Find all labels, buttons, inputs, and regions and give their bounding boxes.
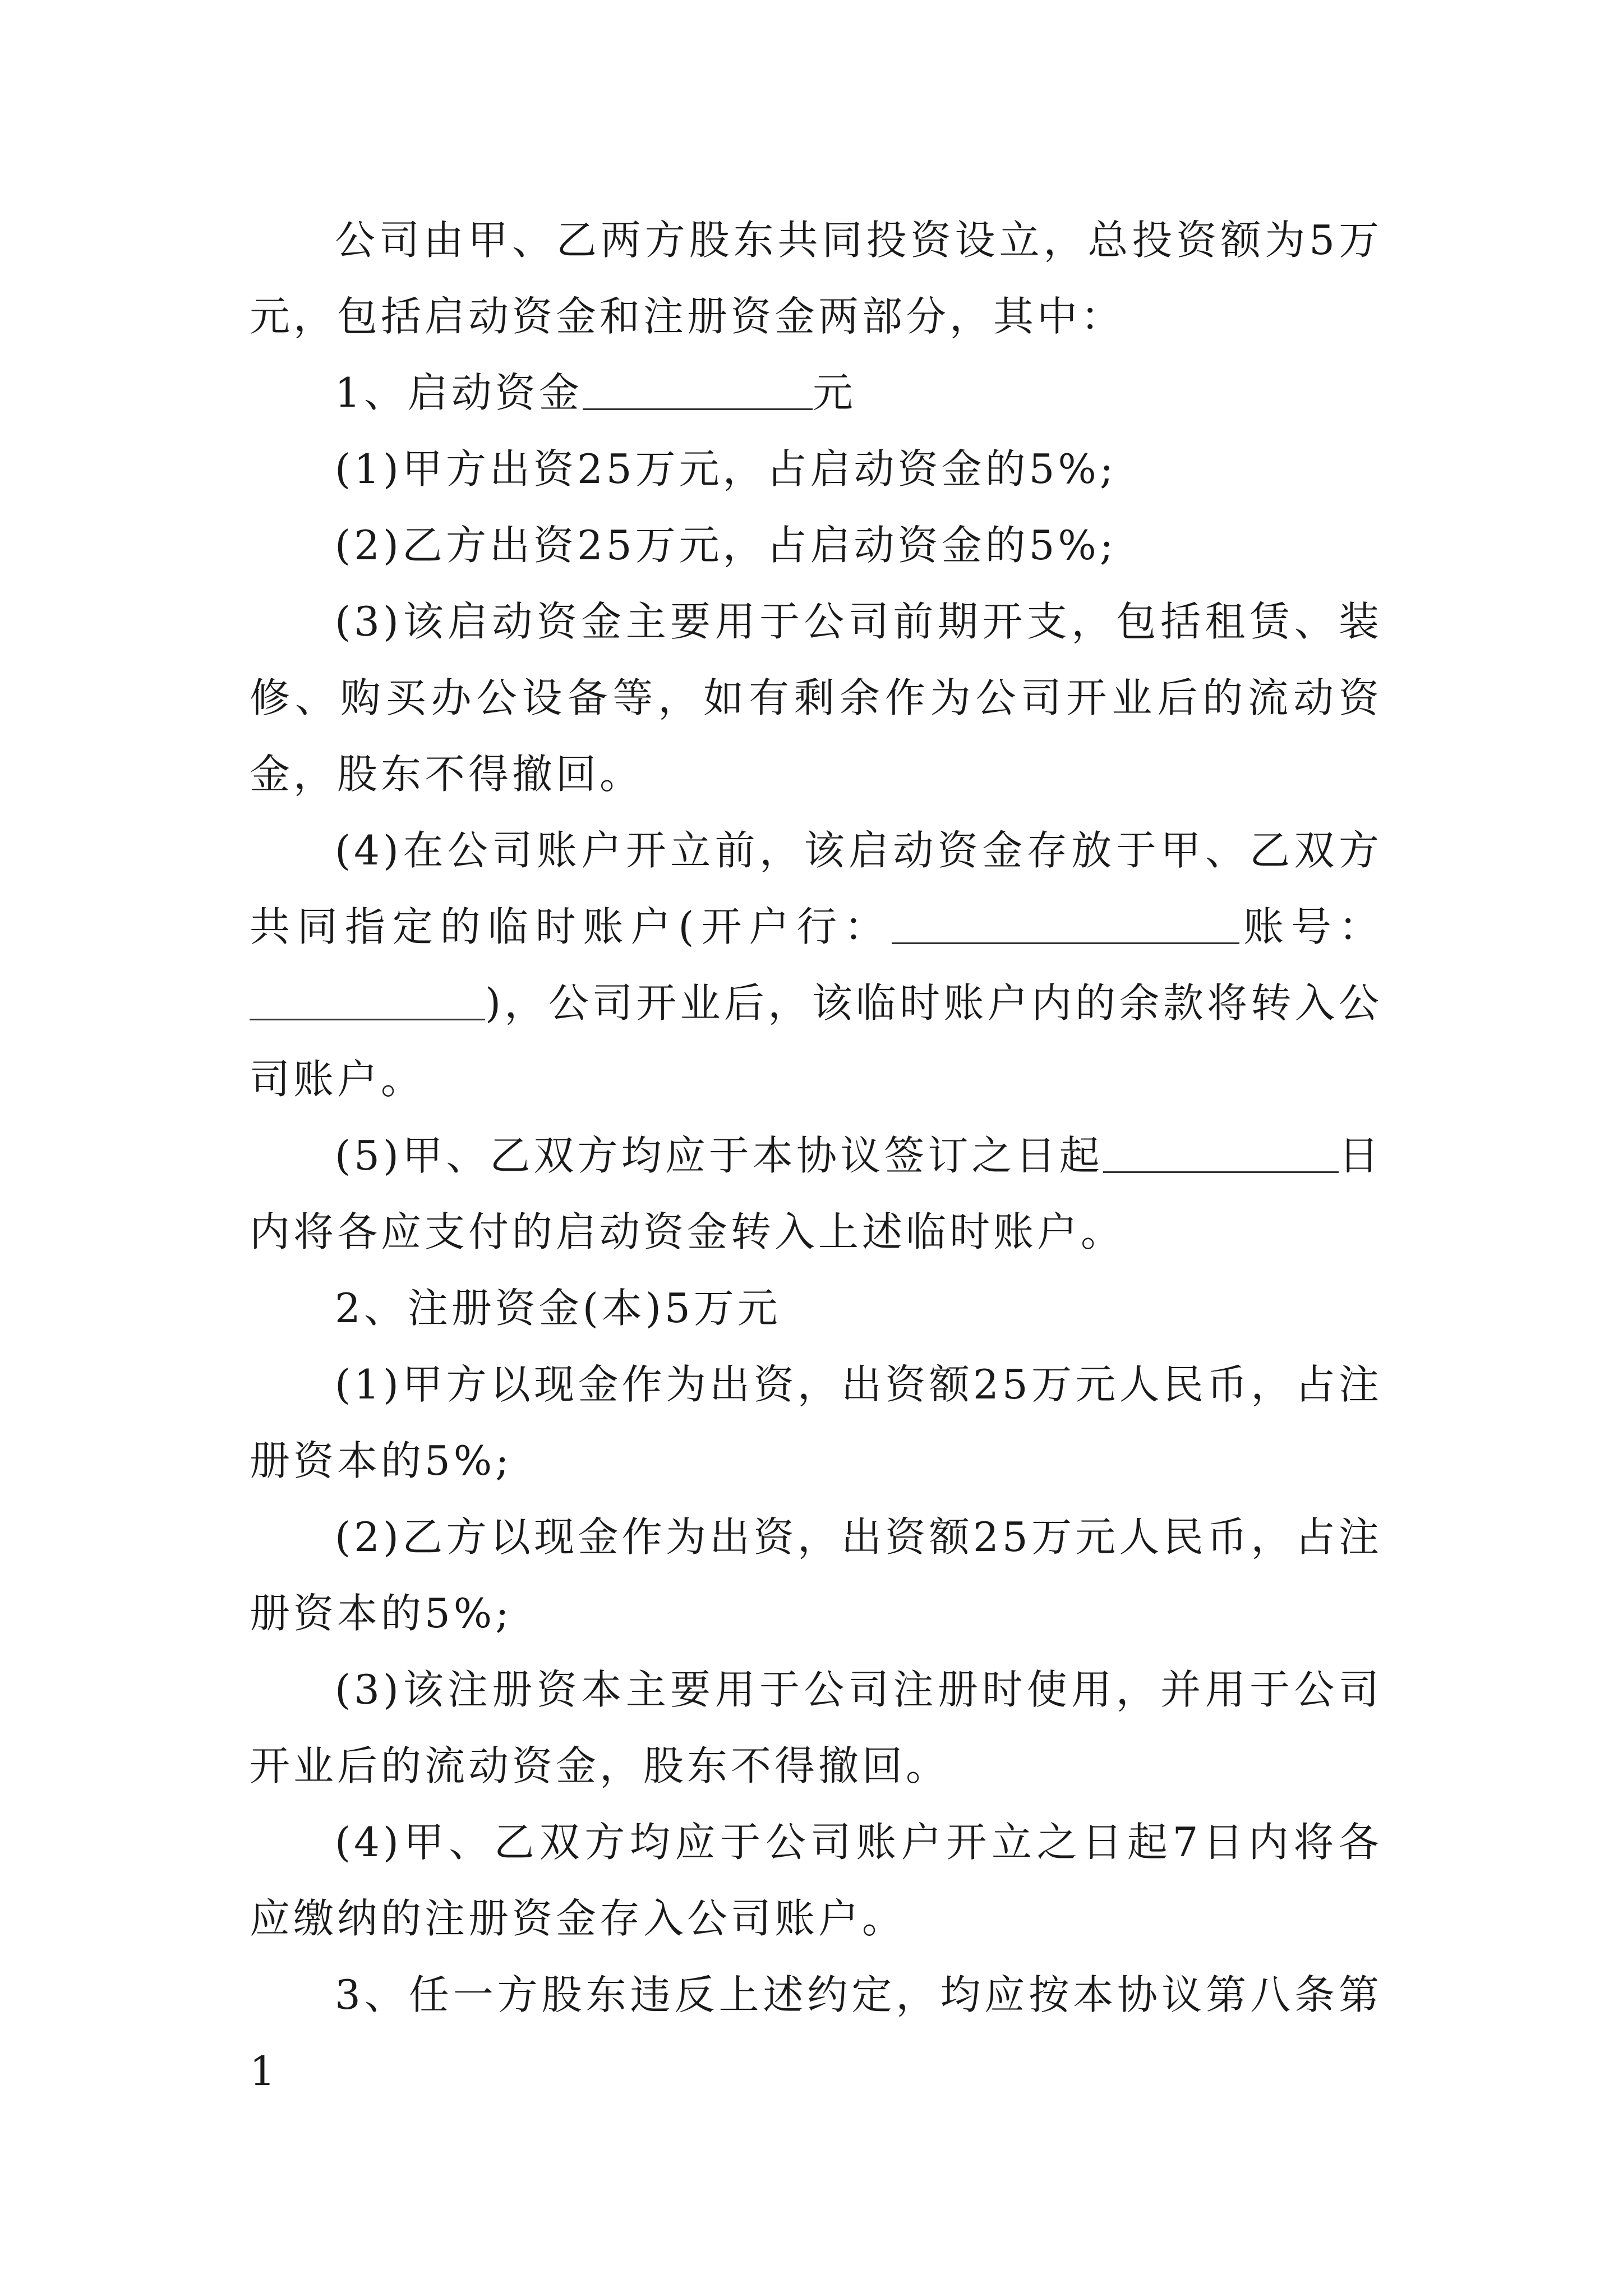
paragraph-registered-capital: 2、注册资金(本)5万元 xyxy=(335,1285,781,1332)
paragraph-registered-2: (2)乙方以现金作为出资，出资额25万元人民币，占注册资本的5%; xyxy=(250,1513,1382,1637)
paragraph-registered-4: (4)甲、乙双方均应于公司账户开立之日起7日内将各应缴纳的注册资金存入公司账户。 xyxy=(250,1819,1382,1942)
days-blank xyxy=(1103,1129,1339,1173)
account-number-blank xyxy=(250,976,485,1020)
bank-name-blank xyxy=(892,900,1239,944)
startup-5-text-b: 日内将各应支付的启动资金转入上述临时账户。 xyxy=(250,1132,1382,1255)
startup-capital-amount-blank xyxy=(583,366,813,410)
startup-capital-label: 1、启动资金 xyxy=(335,369,583,416)
paragraph-registered-3: (3)该注册资本主要用于公司注册时使用，并用于公司开业后的流动资金，股东不得撤回。 xyxy=(250,1666,1382,1789)
paragraph-intro: 公司由甲、乙两方股东共同投资设立，总投资额为5万元，包括启动资金和注册资金两部分，其中： xyxy=(250,217,1382,340)
paragraph-startup-3: (3)该启动资金主要用于公司前期开支，包括租赁、装修、购买办公设备等，如有剩余作为公司开业后的流动资金，股东不得撤回。 xyxy=(250,598,1382,798)
startup-5-text-a: (5)甲、乙双方均应于本协议签订之日起 xyxy=(335,1132,1103,1179)
startup-4-text-c: )，公司开业后，该临时账户内的余款将转入公司账户。 xyxy=(250,979,1382,1103)
paragraph-startup-4 xyxy=(250,812,1382,1117)
paragraph-registered-1: (1)甲方以现金作为出资，出资额25万元人民币，占注册资本的5%; xyxy=(250,1361,1382,1484)
startup-4-text-b: 账号： xyxy=(1239,903,1382,950)
paragraph-startup-1: (1)甲方出资25万元，占启动资金的5%; xyxy=(335,445,1117,493)
document-body xyxy=(250,202,1382,2109)
startup-4-text-a: (4)在公司账户开立前，该启动资金存放于甲、乙双方共同指定的临时账户(开户行： xyxy=(250,827,1382,950)
paragraph-startup-2: (2)乙方出资25万元，占启动资金的5%; xyxy=(335,522,1117,569)
startup-capital-unit: 元 xyxy=(812,369,856,416)
paragraph-breach: 3、任一方股东违反上述约定，均应按本协议第八条第1 xyxy=(250,1971,1382,2095)
paragraph-startup-capital xyxy=(250,355,1382,431)
paragraph-startup-5 xyxy=(250,1117,1382,1270)
